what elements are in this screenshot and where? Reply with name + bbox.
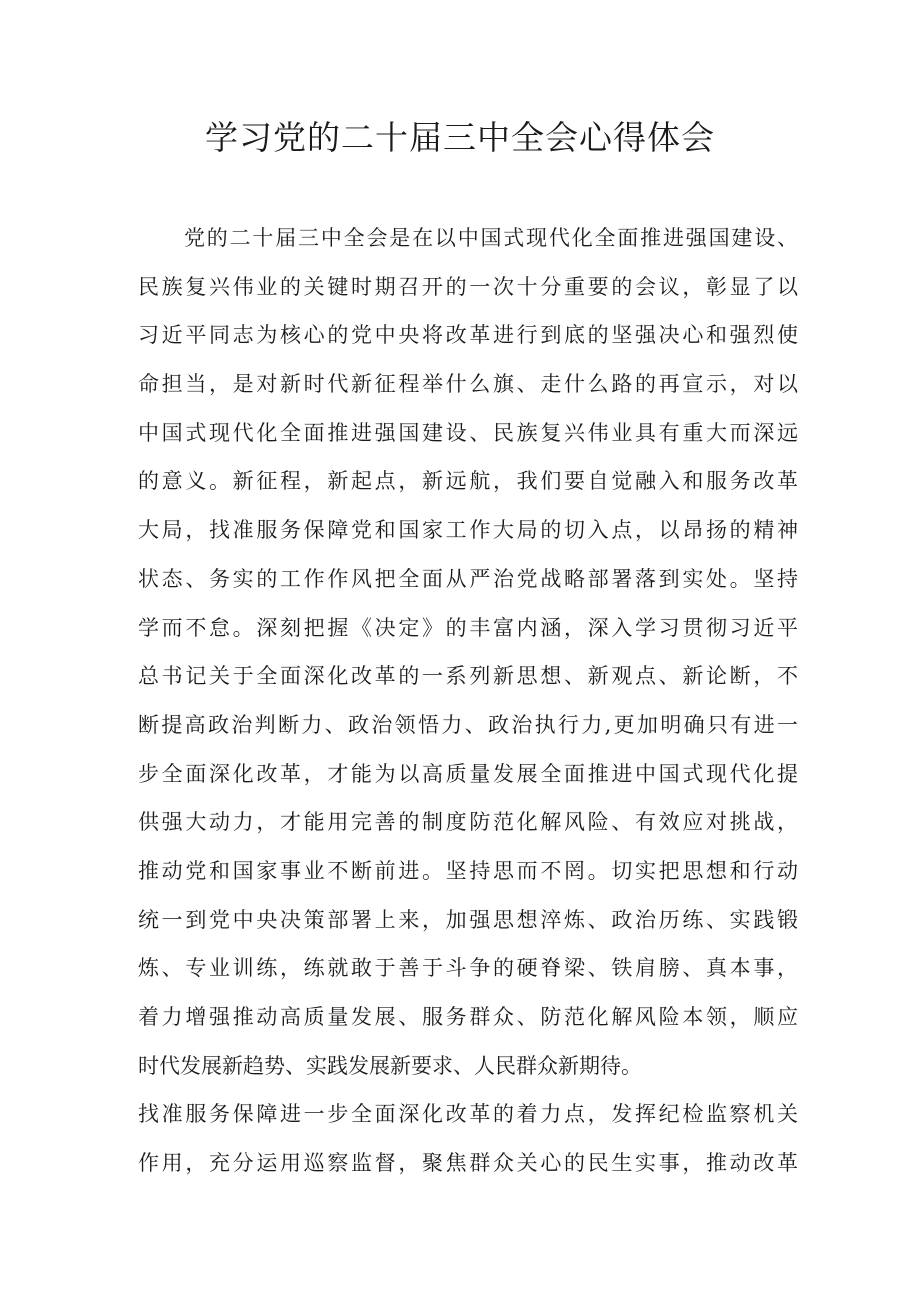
body-line: 炼、专业训练，练就敢于善于斗争的硬脊梁、铁肩膀、真本事，: [138, 956, 798, 981]
body-line: 找准服务保障进一步全面深化改革的着力点，发挥纪检监察机关: [138, 1102, 798, 1127]
body-line: 习近平同志为核心的党中央将改革进行到底的坚强决心和强烈使: [138, 323, 798, 348]
body-line: 的意义。新征程，新起点，新远航，我们要自觉融入和服务改革: [138, 469, 798, 494]
body-line: 总书记关于全面深化改革的一系列新思想、新观点、新论断，不: [138, 664, 798, 689]
body-line: 统一到党中央决策部署上来，加强思想淬炼、政治历练、实践锻: [138, 907, 798, 932]
body-line: 大局，找准服务保障党和国家工作大局的切入点，以昂扬的精神: [138, 518, 798, 543]
body-line: 着力增强推动高质量发展、服务群众、防范化解风险本领，顺应: [138, 1005, 798, 1029]
body-line: 学而不怠。深刻把握《决定》的丰富内涵，深入学习贯彻习近平: [138, 615, 798, 640]
body-line: 断提高政治判断力、政治领悟力、政治执行力,更加明确只有进一: [138, 712, 798, 737]
body-line: 命担当，是对新时代新征程举什么旗、走什么路的再宣示，对以: [138, 372, 798, 397]
document-body: [138, 214, 798, 1188]
body-line: 党的二十届三中全会是在以中国式现代化全面推进强国建设、: [184, 226, 798, 250]
body-line: 时代发展新趋势、实践发展新要求、人民群众新期待。: [138, 1053, 642, 1078]
document-title: 学习党的二十届三中全会心得体会: [205, 118, 715, 157]
body-line: 作用，充分运用巡察监督，聚焦群众关心的民生实事，推动改革: [138, 1151, 798, 1176]
body-line: 供强大动力，才能用完善的制度防范化解风险、有效应对挑战，: [138, 810, 798, 835]
body-line: 民族复兴伟业的关键时期召开的一次十分重要的会议，彰显了以: [138, 274, 798, 299]
body-line: 状态、务实的工作作风把全面从严治党战略部署落到实处。坚持: [138, 566, 798, 591]
body-line: 中国式现代化全面推进强国建设、民族复兴伟业具有重大而深远: [138, 420, 798, 445]
body-line: 推动党和国家事业不断前进。坚持思而不罔。切实把思想和行动: [138, 858, 798, 883]
body-line: 步全面深化改革，才能为以高质量发展全面推进中国式现代化提: [138, 761, 798, 786]
